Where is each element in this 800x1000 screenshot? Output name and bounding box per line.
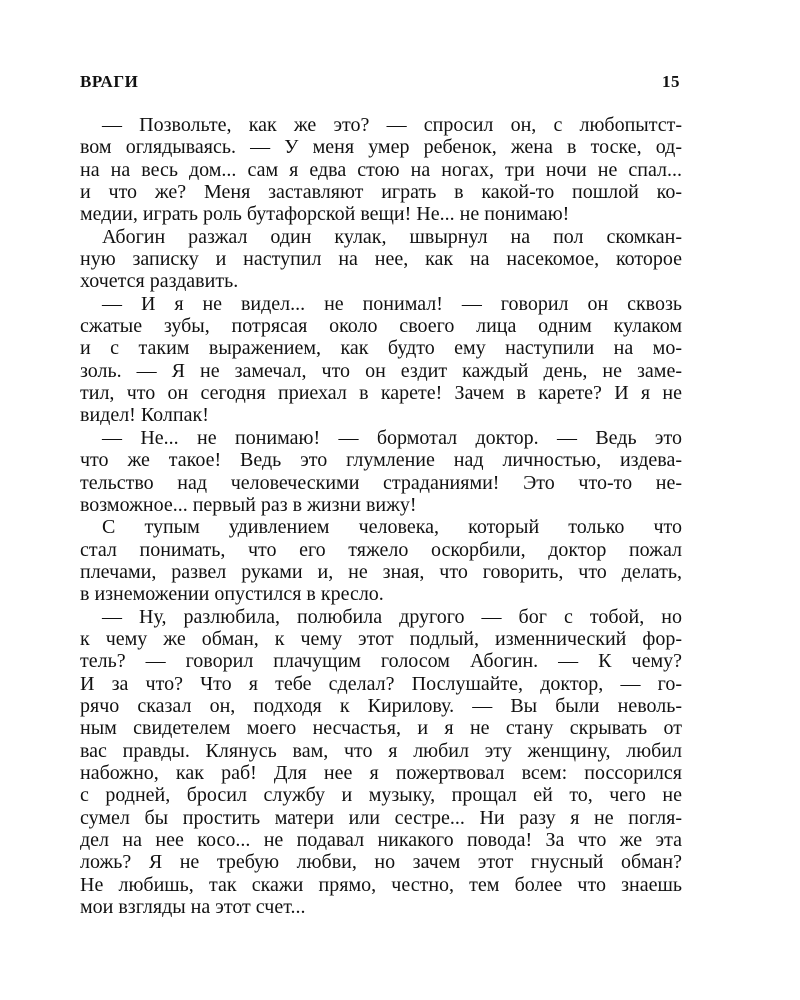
text-line: — Ну, разлюбила, полюбила другого — бог с тобой, но <box>102 605 682 628</box>
text-line: — Позвольте, как же это? — спросил он, с любопытст- <box>102 114 682 136</box>
text-line: тель? — говорил плачущим голосом Абогин. — К чему? <box>80 650 682 673</box>
running-header <box>80 72 680 96</box>
text-line: набожно, как раб! Для нее я пожертвовал всем: поссорился <box>80 761 682 784</box>
text-line: стал понимать, что его тяжело оскорбили, доктор пожал <box>80 538 682 561</box>
text-line: плечами, развел руками и, не зная, что говорить, что делать, <box>80 560 682 583</box>
body-text <box>80 114 682 918</box>
text-line: — Не... не понимаю! — бормотал доктор. — Ведь это <box>102 426 682 449</box>
text-line: хочется раздавить. <box>80 270 239 293</box>
text-line: вом оглядываясь. — У меня умер ребенок, жена в тоске, од- <box>80 136 682 159</box>
text-line: вас правды. Клянусь вам, что я любил эту женщину, любил <box>80 739 682 762</box>
text-line: медии, играть роль бутафорской вещи! Не... не понимаю! <box>80 203 570 226</box>
text-line: ложь? Я не требую любви, но зачем этот гнусный обман? <box>80 851 682 874</box>
text-line: рячо сказал он, подходя к Кирилову. — Вы были неволь- <box>80 694 682 717</box>
text-line: сжатые зубы, потрясая около своего лица одним кулаком <box>80 315 682 338</box>
text-line: на на весь дом... сам я едва стою на ногах, три ночи не спал... <box>80 158 682 181</box>
text-line: мои взгляды на этот счет... <box>80 896 306 919</box>
text-line: в изнеможении опустился в кресло. <box>80 583 384 606</box>
text-line: тил, что он сегодня приехал в карете! Зачем в карете? И я не <box>80 382 682 405</box>
text-line: возможное... первый раз в жизни вижу! <box>80 493 417 516</box>
text-line: дел на нее косо... не подавал никакого повода! За что же эта <box>80 829 682 851</box>
text-line: сумел бы простить матери или сестре... Ни разу я не погля- <box>80 806 682 829</box>
text-line: что же такое! Ведь это глумление над личностью, издева- <box>80 449 682 472</box>
text-line: видел! Колпак! <box>80 404 209 427</box>
text-line: к чему же обман, к чему этот подлый, изменнический фор- <box>80 627 682 650</box>
text-line: с родней, бросил службу и музыку, прощал ей то, чего не <box>80 784 682 807</box>
text-line: Не любишь, так скажи прямо, честно, тем более что знаешь <box>80 873 682 896</box>
text-line: ную записку и наступил на нее, как на насекомое, которое <box>80 248 682 271</box>
text-line: ным свидетелем моего несчастья, и я не стану скрывать от <box>80 717 682 740</box>
text-line: золь. — Я не замечал, что он ездит каждый день, не заме- <box>80 359 682 382</box>
text-line: Абогин разжал один кулак, швырнул на пол скомкан- <box>102 225 682 248</box>
text-line: и с таким выражением, как будто ему наступили на мо- <box>80 337 682 360</box>
text-line: тельство над человеческими страданиями! Это что-то не- <box>80 471 682 494</box>
text-line: и что же? Меня заставляют играть в какой-то пошлой ко- <box>80 181 682 204</box>
text-line: — И я не видел... не понимал! — говорил он сквозь <box>102 292 682 315</box>
chapter-title: ВРАГИ <box>80 72 139 91</box>
text-line: И за что? Что я тебе сделал? Послушайте, доктор, — го- <box>80 672 682 695</box>
page-number: 15 <box>662 72 680 91</box>
text-line: С тупым удивлением человека, который только что <box>102 516 682 539</box>
